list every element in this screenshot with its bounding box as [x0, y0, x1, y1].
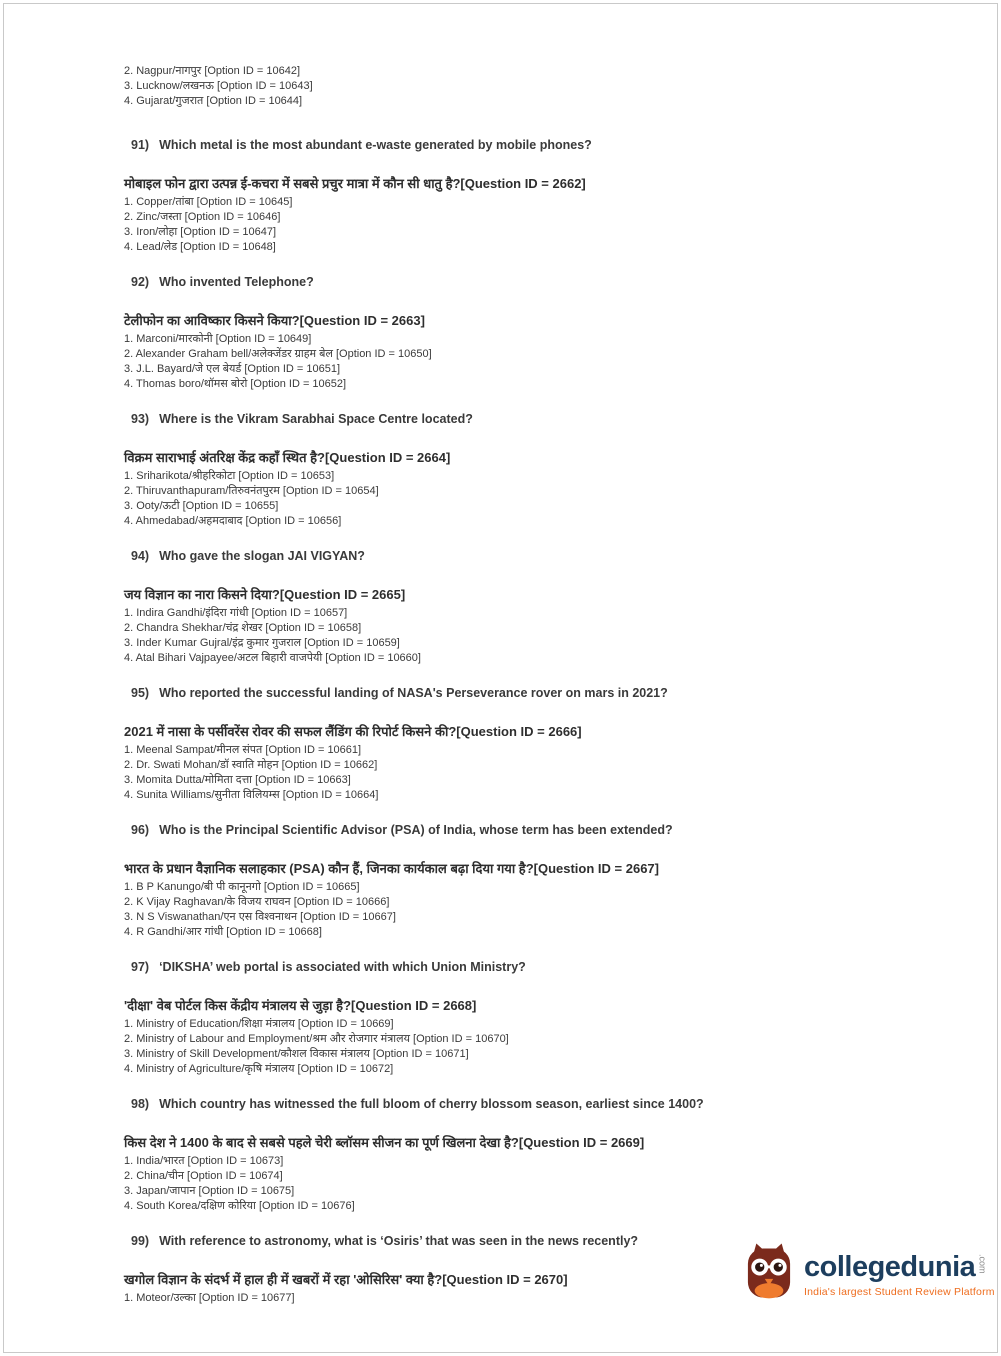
- question-number: 99): [131, 1234, 150, 1248]
- option-line: 4. Ministry of Agriculture/कृषि मंत्रालय [Option ID = 10672]: [124, 1063, 394, 1075]
- option-line: 1. India/भारत [Option ID = 10673]: [124, 1155, 284, 1167]
- wordmark-row: [804, 1252, 995, 1282]
- question-92: [124, 274, 924, 392]
- option-line: 3. Japan/जापान [Option ID = 10675]: [124, 1185, 295, 1197]
- collegedunia-owl-icon: [742, 1240, 796, 1306]
- option-line: 2. K Vijay Raghavan/के विजय राघवन [Option ID = 10666]: [124, 896, 390, 908]
- option-line: 3. Momita Dutta/मोमिता दत्ता [Option ID = 10663]: [124, 774, 351, 786]
- option-line: 4. Thomas boro/थॉमस बोरो [Option ID = 10652]: [124, 378, 347, 390]
- option-line: 4. Lead/लेड [Option ID = 10648]: [124, 241, 276, 253]
- option-line: 1. B P Kanungo/बी पी कानूनगो [Option ID = 10665]: [124, 881, 360, 893]
- option-line: 4. Atal Bihari Vajpayee/अटल बिहारी वाजपेयी [Option ID = 10660]: [124, 652, 421, 664]
- option-line: 3. Ooty/ऊटी [Option ID = 10655]: [124, 500, 279, 512]
- option-line: 1. Sriharikota/श्रीहरिकोटा [Option ID = 10653]: [124, 470, 335, 482]
- question-number: 93): [131, 412, 150, 426]
- collegedunia-tld: .com: [977, 1254, 988, 1274]
- question-text-english: [131, 548, 924, 564]
- option-line: 2. Dr. Swati Mohan/डॉ स्वाति मोहन [Option ID = 10662]: [124, 759, 378, 771]
- question-text-english: [131, 1096, 924, 1112]
- option-line: 4. Ahmedabad/अहमदाबाद [Option ID = 10656]: [124, 515, 342, 527]
- option-line: 1. Copper/तांबा [Option ID = 10645]: [124, 196, 293, 208]
- option-line: 3. Iron/लोहा [Option ID = 10647]: [124, 226, 276, 238]
- question-text-hindi: खगोल विज्ञान के संदर्भ में हाल ही में खबरों में रहा 'ओसिरिस' क्या है?[Question ID = 2670]: [124, 1272, 568, 1287]
- question-number: 95): [131, 686, 150, 700]
- question-95: [124, 685, 924, 803]
- question-text-hindi: 2021 में नासा के पर्सीवरेंस रोवर की सफल लैंडिंग की रिपोर्ट किसने की?[Question ID = 2666]: [124, 724, 582, 739]
- collegedunia-tagline: India's largest Student Review Platform: [804, 1286, 995, 1298]
- previous-question-options: [124, 64, 924, 109]
- question-text: Which country has witnessed the full bloom of cherry blossom season, earliest since 1400?: [159, 1097, 704, 1111]
- question-96: [124, 822, 924, 940]
- question-text: Who gave the slogan JAI VIGYAN?: [159, 549, 365, 563]
- option-line: 2. China/चीन [Option ID = 10674]: [124, 1170, 283, 1182]
- question-number: 96): [131, 823, 150, 837]
- question-text-english: [131, 274, 924, 290]
- question-93: [124, 411, 924, 529]
- option-line: 4. South Korea/दक्षिण कोरिया [Option ID = 10676]: [124, 1200, 355, 1212]
- question-text: Who reported the successful landing of NASA's Perseverance rover on mars in 2021?: [159, 686, 668, 700]
- collegedunia-logo: [742, 1240, 995, 1306]
- option-line: 4. Gujarat/गुजरात [Option ID = 10644]: [124, 95, 303, 107]
- option-line: 2. Zinc/जस्ता [Option ID = 10646]: [124, 211, 281, 223]
- option-line: 3. Inder Kumar Gujral/इंद्र कुमार गुजराल [Option ID = 10659]: [124, 637, 400, 649]
- question-text: Where is the Vikram Sarabhai Space Centre located?: [159, 412, 473, 426]
- option-line: 1. Moteor/उल्का [Option ID = 10677]: [124, 1292, 295, 1304]
- option-line: 2. Ministry of Labour and Employment/श्रम और रोजगार मंत्रालय [Option ID = 10670]: [124, 1033, 509, 1045]
- question-number: 92): [131, 275, 150, 289]
- option-line: 2. Alexander Graham bell/अलेक्जेंडर ग्राहम बेल [Option ID = 10650]: [124, 348, 432, 360]
- question-text: ‘DIKSHA’ web portal is associated with which Union Ministry?: [159, 960, 526, 974]
- option-line: 4. Sunita Williams/सुनीता विलियम्स [Option ID = 10664]: [124, 789, 379, 801]
- option-line: 1. Marconi/मारकोनी [Option ID = 10649]: [124, 333, 312, 345]
- collegedunia-wordmark: collegedunia: [804, 1251, 976, 1283]
- question-97: [124, 959, 924, 1077]
- question-paper-content: [124, 64, 924, 1325]
- option-line: 1. Indira Gandhi/इंदिरा गांधी [Option ID = 10657]: [124, 607, 348, 619]
- option-line: 1. Ministry of Education/शिक्षा मंत्रालय [Option ID = 10669]: [124, 1018, 394, 1030]
- question-text: Who is the Principal Scientific Advisor (PSA) of India, whose term has been extended?: [159, 823, 673, 837]
- question-number: 98): [131, 1097, 150, 1111]
- option-line: 3. N S Viswanathan/एन एस विश्वनाथन [Option ID = 10667]: [124, 911, 396, 923]
- question-number: 94): [131, 549, 150, 563]
- question-text-hindi: किस देश ने 1400 के बाद से सबसे पहले चेरी ब्लॉसम सीजन का पूर्ण खिलना देखा है?[Question ID = 2669]: [124, 1135, 645, 1150]
- question-number: 97): [131, 960, 150, 974]
- question-text-english: [131, 685, 924, 701]
- question-text-english: [131, 411, 924, 427]
- question-text: With reference to astronomy, what is ‘Osiris’ that was seen in the news recently?: [159, 1234, 639, 1248]
- option-line: 3. J.L. Bayard/जे एल बेयर्ड [Option ID = 10651]: [124, 363, 341, 375]
- question-text-hindi: टेलीफोन का आविष्कार किसने किया?[Question ID = 2663]: [124, 313, 425, 328]
- question-text-english: [131, 137, 924, 153]
- question-text-hindi: भारत के प्रधान वैज्ञानिक सलाहकार (PSA) कौन हैं, जिनका कार्यकाल बढ़ा दिया गया है?[Question ID = 2667]: [124, 861, 659, 876]
- question-text-hindi: 'दीक्षा' वेब पोर्टल किस केंद्रीय मंत्रालय से जुड़ा है?[Question ID = 2668]: [124, 998, 477, 1013]
- question-text-hindi: जय विज्ञान का नारा किसने दिया?[Question ID = 2665]: [124, 587, 406, 602]
- question-text: Which metal is the most abundant e-waste generated by mobile phones?: [159, 138, 592, 152]
- question-91: [124, 137, 924, 255]
- question-text: Who invented Telephone?: [159, 275, 314, 289]
- option-line: 2. Nagpur/नागपुर [Option ID = 10642]: [124, 65, 301, 77]
- option-line: 3. Lucknow/लखनऊ [Option ID = 10643]: [124, 80, 313, 92]
- question-number: 91): [131, 138, 150, 152]
- option-line: 2. Thiruvanthapuram/तिरुवनंतपुरम [Option ID = 10654]: [124, 485, 379, 497]
- question-text-english: [131, 959, 924, 975]
- option-line: 4. R Gandhi/आर गांधी [Option ID = 10668]: [124, 926, 322, 938]
- option-line: 2. Chandra Shekhar/चंद्र शेखर [Option ID = 10658]: [124, 622, 362, 634]
- question-text-english: [131, 822, 924, 838]
- question-94: [124, 548, 924, 666]
- brand-text: [804, 1240, 995, 1298]
- option-line: 1. Meenal Sampat/मीनल संपत [Option ID = 10661]: [124, 744, 362, 756]
- option-line: 3. Ministry of Skill Development/कौशल विकास मंत्रालय [Option ID = 10671]: [124, 1048, 469, 1060]
- question-98: [124, 1096, 924, 1214]
- question-text-hindi: विक्रम साराभाई अंतरिक्ष केंद्र कहाँ स्थित है?[Question ID = 2664]: [124, 450, 451, 465]
- question-text-hindi: मोबाइल फोन द्वारा उत्पन्न ई-कचरा में सबसे प्रचुर मात्रा में कौन सी धातु है?[Question ID = 2662]: [124, 176, 586, 191]
